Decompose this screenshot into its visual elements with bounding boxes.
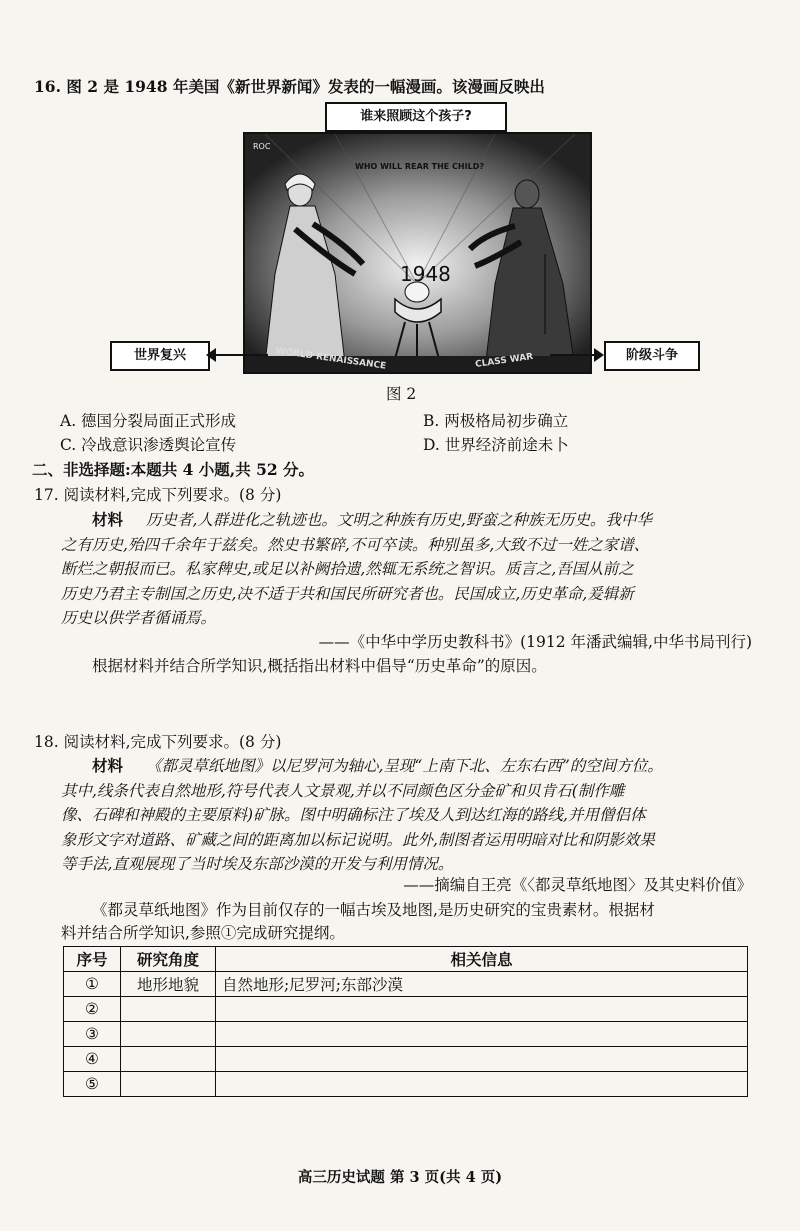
right-callout-arrow [594,348,604,362]
cartoon-label-world: WORLD RENAISSANCE [274,346,387,372]
q18-material-line-1: 《都灵草纸地图》以尼罗河为轴心,呈现“上南下北、左东右西”的空间方位。 [146,757,663,775]
row-angle [121,1072,216,1097]
left-callout-arrow [206,348,216,362]
research-outline-table [63,946,748,1097]
q17-material-line-4: 历史乃君主专制国之历史,决不适于共和国民所研究者也。民国成立,历史革命,爰辑新 [61,585,634,603]
table-row [64,972,748,997]
row-index: ③ [64,1022,121,1047]
table-row [64,1022,748,1047]
row-angle [121,997,216,1022]
table-row [64,1047,748,1072]
header-index: 序号 [64,947,121,972]
row-info [216,997,748,1022]
header-angle: 研究角度 [121,947,216,972]
option-d: D. 世界经济前途未卜 [423,436,569,454]
q17-material-line-5: 历史以供学者循诵焉。 [61,609,217,627]
cartoon-year: 1948 [400,262,451,286]
q17-material-label: 材料 [92,510,124,529]
row-index: ⑤ [64,1072,121,1097]
section-2-heading: 二、非选择题:本题共 4 小题,共 52 分。 [32,460,315,479]
page-footer: 高三历史试题 第 3 页(共 4 页) [297,1169,503,1186]
row-angle [121,1047,216,1072]
q18-question-line-2: 料并结合所学知识,参照①完成研究提纲。 [61,924,345,942]
cartoon-image [243,132,592,374]
q18-title: 18. 阅读材料,完成下列要求。(8 分) [34,733,282,751]
q18-question-line-1: 《都灵草纸地图》作为目前仅存的一幅古埃及地图,是历史研究的宝贵素材。根据材 [92,901,655,919]
row-index: ② [64,997,121,1022]
q18-material-line-4: 象形文字对道路、矿藏之间的距离加以标记说明。此外,制图者运用明暗对比和阴影效果 [61,831,655,849]
table-header-row [64,947,748,972]
left-callout: 世界复兴 [110,341,210,371]
q18-source: ——摘编自王亮《〈都灵草纸地图〉及其史料价值》 [403,876,752,894]
q18-material-label: 材料 [92,756,124,775]
cartoon-signature: ROC [253,142,271,151]
table-row [64,997,748,1022]
row-info [216,1047,748,1072]
right-callout: 阶级斗争 [604,341,700,371]
option-b: B. 两极格局初步确立 [423,412,569,430]
cartoon-figure [110,102,696,378]
q17-source: ——《中华中学历史教科书》(1912 年潘武编辑,中华书局刊行) [318,633,752,651]
option-a: A. 德国分裂局面正式形成 [60,412,237,430]
row-angle: 地形地貌 [121,972,216,997]
row-info [216,1022,748,1047]
q18-material-line-5: 等手法,直观展现了当时埃及东部沙漠的开发与利用情况。 [61,855,454,873]
q18-material-line-3: 像、石碑和神殿的主要原料)矿脉。图中明确标注了埃及人到达红海的路线,并用僧侣体 [61,806,646,824]
q17-title: 17. 阅读材料,完成下列要求。(8 分) [34,486,282,504]
row-info: 自然地形;尼罗河;东部沙漠 [216,972,748,997]
table-row [64,1072,748,1097]
option-c: C. 冷战意识渗透舆论宣传 [60,436,237,454]
q17-material-line-1: 历史者,人群进化之轨迹也。文明之种族有历史,野蛮之种族无历史。我中华 [146,511,652,529]
q18-material-line-2: 其中,线条代表自然地形,符号代表人文景观,并以不同颜色区分金矿和贝肯石(制作雕 [61,782,625,800]
row-index: ① [64,972,121,997]
q17-material-line-2: 之有历史,殆四千余年于兹矣。然史书繁碎,不可卒读。种别虽多,大致不过一姓之家谱、 [61,536,650,554]
row-info [216,1072,748,1097]
cartoon-label-class: CLASS WAR [474,351,534,371]
top-callout: 谁来照顾这个孩子? [325,102,507,132]
row-index: ④ [64,1047,121,1072]
left-callout-line [208,354,268,356]
q16-stem: 16. 图 2 是 1948 年美国《新世界新闻》发表的一幅漫画。该漫画反映出 [34,77,545,96]
row-angle [121,1022,216,1047]
q17-material-line-3: 断烂之朝报而已。私家稗史,或足以补阙拾遗,然辄无系统之智识。质言之,吾国从前之 [61,560,634,578]
cartoon-caption-en: WHO WILL REAR THE CHILD? [355,162,484,171]
q17-question: 根据材料并结合所学知识,概括指出材料中倡导“历史革命”的原因。 [92,657,547,675]
figure-caption: 图 2 [386,385,417,403]
header-info: 相关信息 [216,947,748,972]
